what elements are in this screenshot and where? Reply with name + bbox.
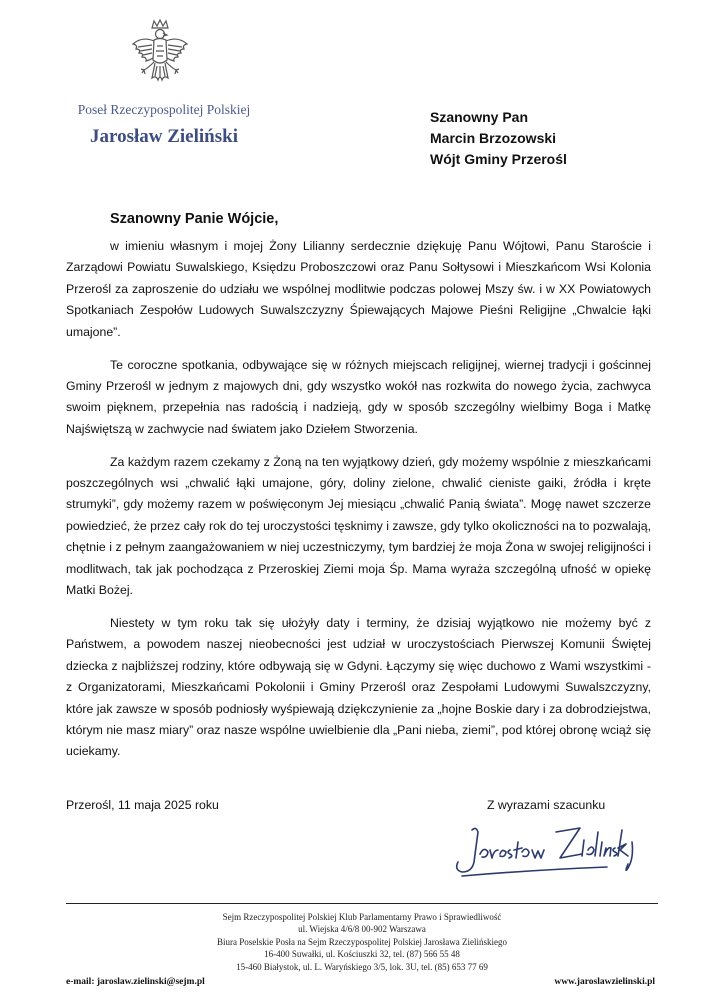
- footer-address: [66, 911, 658, 973]
- footer-line: 15-460 Białystok, ul. L. Waryńskiego 3/5, lok. 3U, tel. (85) 653 77 69: [236, 961, 488, 972]
- footer-divider: [66, 903, 658, 904]
- recipient-line: Szanowny Pan: [430, 109, 529, 125]
- footer-website: www.jaroslawzielinski.pl: [554, 977, 655, 987]
- letter-paragraph: w imieniu własnym i mojej Żony Lilianny serdecznie dziękuję Panu Wójtowi, Panu Staroście i Zarządowi Powiatu Suwalskiego, Księdzu Proboszczowi oraz Panu Sołtysowi i Mieszkańcom Wsi Kolonia Przerośl za zaproszenie do udziału we wspólnej modlitwie podczas polowej Mszy św. i w XX Powiatowych Spotkaniach Zespołów Ludowych Suwalszczyzny Śpiewających Majowe Pieśni Religijne „Chwalcie łąki umajone”.: [66, 239, 651, 339]
- sender-title: Poseł Rzeczypospolitej Polskiej: [77, 102, 251, 117]
- letter-body: [66, 236, 651, 774]
- sender-name: Jarosław Zieliński: [90, 126, 238, 147]
- polish-eagle-emblem-icon: [130, 18, 190, 94]
- footer-line: 16-400 Suwałki, ul. Kościuszki 32, tel. (87) 566 55 48: [264, 949, 460, 960]
- footer-line: Sejm Rzeczypospolitej Polskiej Klub Parlamentarny Prawo i Sprawiedliwość: [222, 912, 502, 922]
- salutation: Szanowny Panie Wójcie,: [110, 211, 279, 227]
- footer-line: Biura Poselskie Posła na Sejm Rzeczypospolitej Polskiej Jarosława Zielińskiego: [217, 936, 507, 947]
- letter-paragraph: Za każdym razem czekamy z Żoną na ten wyjątkowy dzień, gdy możemy wspólnie z mieszkańcami poszczególnych wsi „chwalić łąki umajone, góry, doliny zielone, chwalić cieniste gaiki, źródła i kręte strumyki”, gdy możemy razem w poświęconym Jej miesiącu „chwalić Panią świata”. Mogę nawet szczerze powiedzieć, że przez cały rok do tej uroczystości tęsknimy i zawsze, gdy tylko okoliczności na to pozwalają, chętnie i z pełnym zaangażowaniem w niej uczestniczymy, tym bardziej że moja Żona w swojej religijności i modlitwach, tak jak pochodząca z Przeroskiej Ziemi moja Śp. Mama wyraża szczególną ufność w opiekę Matki Bożej.: [66, 454, 651, 598]
- closing-phrase: Z wyrazami szacunku: [487, 798, 606, 812]
- footer-email: e-mail: jaroslaw.zielinski@sejm.pl: [66, 977, 205, 987]
- recipient-line: Wójt Gminy Przerośl: [430, 151, 567, 167]
- handwritten-signature-icon: [432, 812, 652, 884]
- recipient-line: Marcin Brzozowski: [430, 130, 557, 146]
- footer-line: ul. Wiejska 4/6/8 00-902 Warszawa: [298, 924, 426, 935]
- letter-paragraph: Niestety w tym roku tak się ułożyły daty i terminy, że dzisiaj wyjątkowo nie możemy być z Państwem, a powodem naszej nieobecności jest udział w uroczystościach Pierwszej Komunii Świętej dziecka z najbliższej rodziny, które odbywają się w Gdyni. Łączymy się więc duchowo z Wami wszystkimi - z Organizatorami, Mieszkańcami Pokolonii i Gminy Przerośl oraz Zespołami Ludowymi Suwalszczyzny, które jak zawsze w sposób podniosły wyśpiewają dziękczynienie za „hojne Boskie dary i za dobrodziejstwa, którym nie masz miary” oraz nasze wspólne uwielbienie dla „Pani nieba, ziemi”, pod której obronę wciąż się uciekamy.: [66, 616, 651, 759]
- place-date: Przerośl, 11 maja 2025 roku: [66, 798, 219, 812]
- letter-paragraph: Te coroczne spotkania, odbywające się w różnych miejscach religijnej, wiernej tradycji i gościnnej Gminy Przerośl w jednym z majowych dni, gdy wszystko wokół nas rozkwita do nowego życia, zachwyca swoim pięknem, przepełnia nas radością i nadzieją, gdy w sposób szczególny wielbimy Boga i Matkę Najświętszą w zachwycie nad światem jako Dziełem Stworzenia.: [66, 357, 651, 436]
- recipient-address: [430, 107, 567, 170]
